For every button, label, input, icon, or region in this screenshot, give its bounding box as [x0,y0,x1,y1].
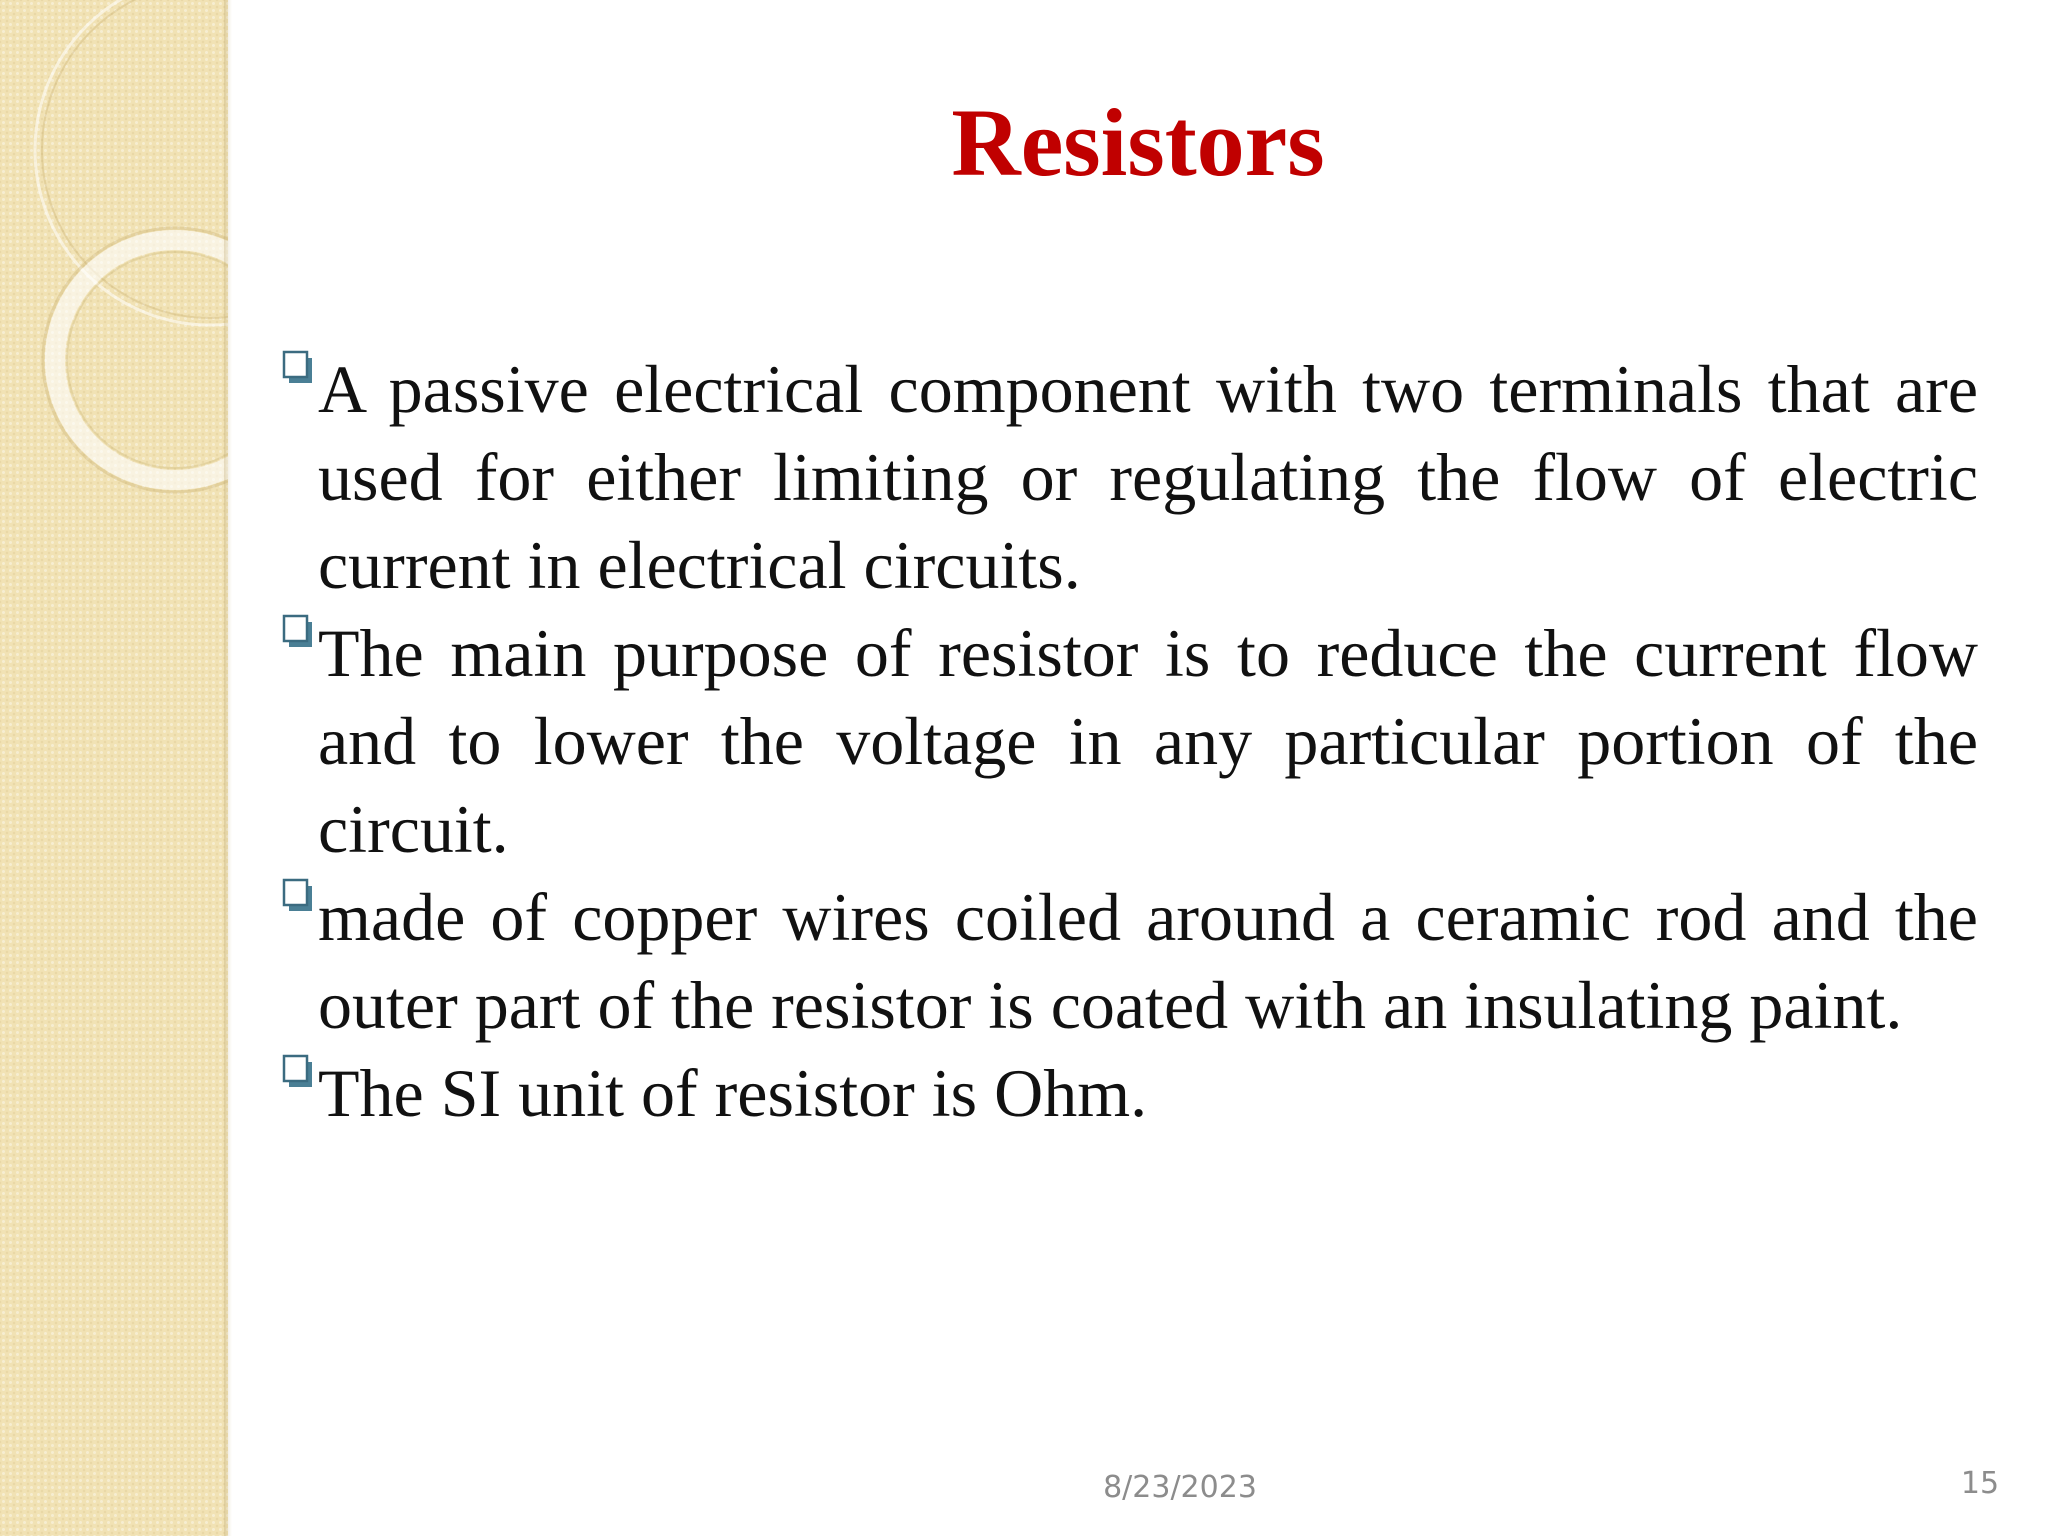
decorative-side-band [0,0,228,1536]
checkbox-bullet-icon [282,1053,314,1091]
decorative-rings [0,0,228,1536]
checkbox-bullet-icon [282,613,314,651]
bullet-text: The SI unit of resistor is Ohm. [318,1055,1148,1131]
checkbox-bullet-icon [282,349,314,387]
bullet-item [282,873,1978,1049]
checkbox-bullet-icon [282,877,314,915]
bullet-text: A passive electrical component with two terminals that are used for either limiting or regulating the flow of electric current in electrical circuits. [318,351,1978,603]
slide-title: Resistors [951,89,1325,196]
bullet-item [282,345,1978,609]
bullet-text: made of copper wires coiled around a ceramic rod and the outer part of the resistor is coated with an insulating paint. [318,879,1978,1043]
footer-date: 8/23/2023 [1103,1470,1257,1505]
side-band-shadow [224,0,232,1536]
bullet-item [282,1049,1978,1137]
page-number: 15 [1960,1466,2000,1501]
bullet-list [282,345,1978,1137]
bullet-text: The main purpose of resistor is to reduce the current flow and to lower the voltage in any particular portion of the circuit. [318,615,1978,867]
bullet-item [282,609,1978,873]
